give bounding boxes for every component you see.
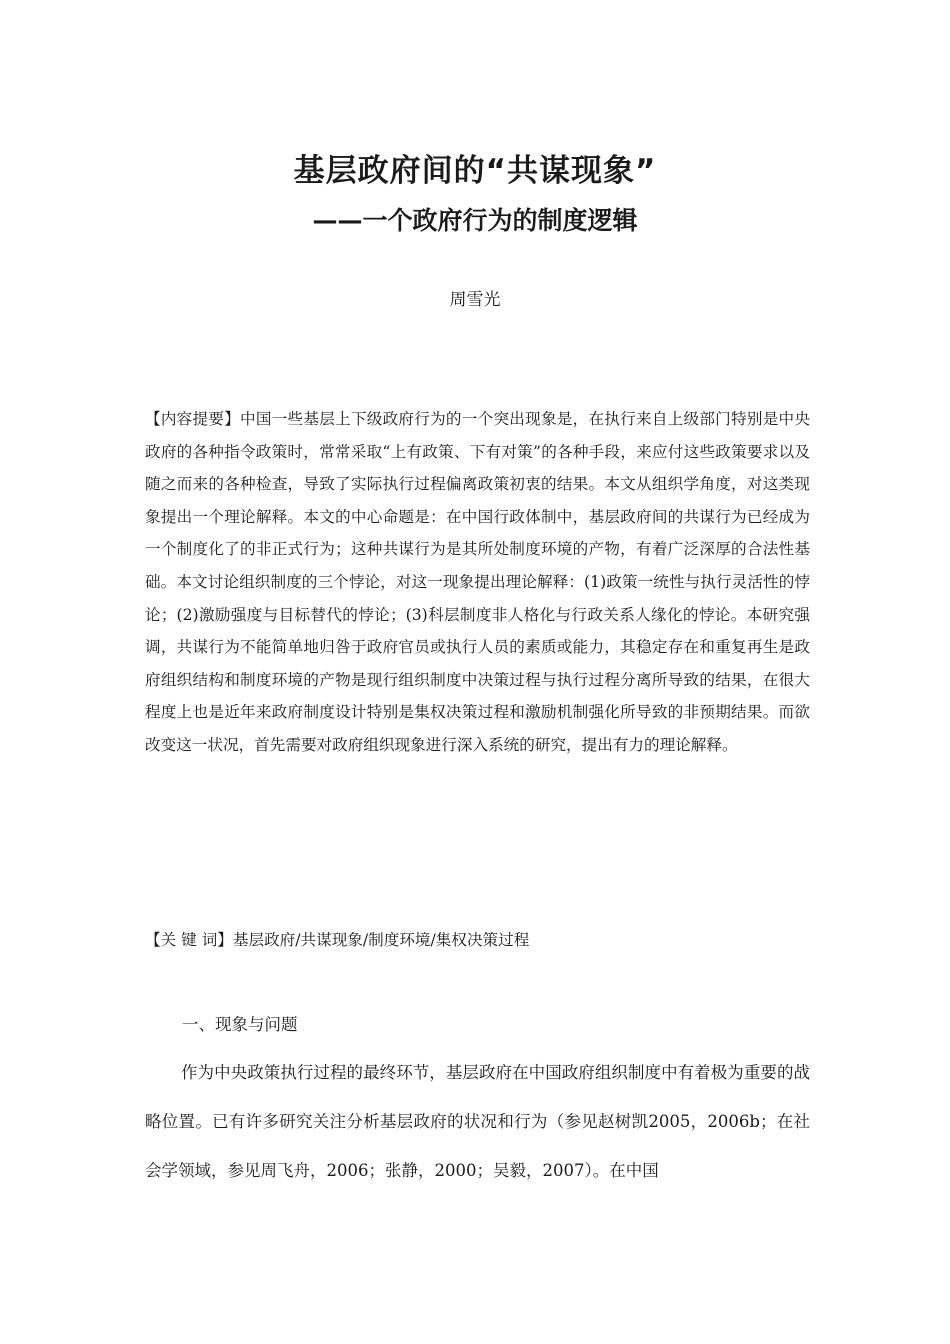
keywords-label: 【关 键 词】 xyxy=(145,931,233,949)
abstract xyxy=(145,403,810,762)
abstract-label: 【内容提要】 xyxy=(145,410,241,428)
section-heading: 一、现象与问题 xyxy=(182,1015,298,1034)
paper-subtitle: ——一个政府行为的制度逻辑 xyxy=(312,205,638,235)
body-paragraph: 作为中央政策执行过程的最终环节，基层政府在中国政府组织制度中有着极为重要的战略位置。已有许多研究关注分析基层政府的状况和行为（参见赵树凯2005，2006b；在社会学领域，参见周飞舟，2006；张静，2000；吴毅，2007）。在中国 xyxy=(145,1063,810,1180)
keywords xyxy=(145,925,810,955)
keywords-text: 基层政府/共谋现象/制度环境/集权决策过程 xyxy=(232,931,530,949)
paper-title: 基层政府间的“共谋现象” xyxy=(293,152,657,189)
abstract-text: 中国一些基层上下级政府行为的一个突出现象是，在执行来自上级部门特别是中央政府的各种指令政策时，常常采取“上有政策、下有对策”的各种手段，来应付这些政策要求以及随之而来的各种检查，导致了实际执行过程偏离政策初衷的结果。本文从组织学角度，对这类现象提出一个理论解释。本文的中心命题是：在中国行政体制中，基层政府间的共谋行为已经成为一个制度化了的非正式行为；这种共谋行为是其所处制度环境的产物，有着广泛深厚的合法性基础。本文讨论组织制度的三个悖论，对这一现象提出理论解释：(1)政策一统性与执行灵活性的悖论；(2)激励强度与目标替代的悖论；(3)科层制度非人格化与行政关系人缘化的悖论。本研究强调，共谋行为不能简单地归咎于政府官员或执行人员的素质或能力，其稳定存在和重复再生是政府组织结构和制度环境的产物是现行组织制度中决策过程与执行过程分离所导致的结果，在很大程度上也是近年来政府制度设计特别是集权决策过程和激励机制强化所导致的非预期结果。而欲改变这一状况，首先需要对政府组织现象进行深入系统的研究，提出有力的理论解释。 xyxy=(145,410,810,754)
author-name: 周雪光 xyxy=(449,290,501,310)
